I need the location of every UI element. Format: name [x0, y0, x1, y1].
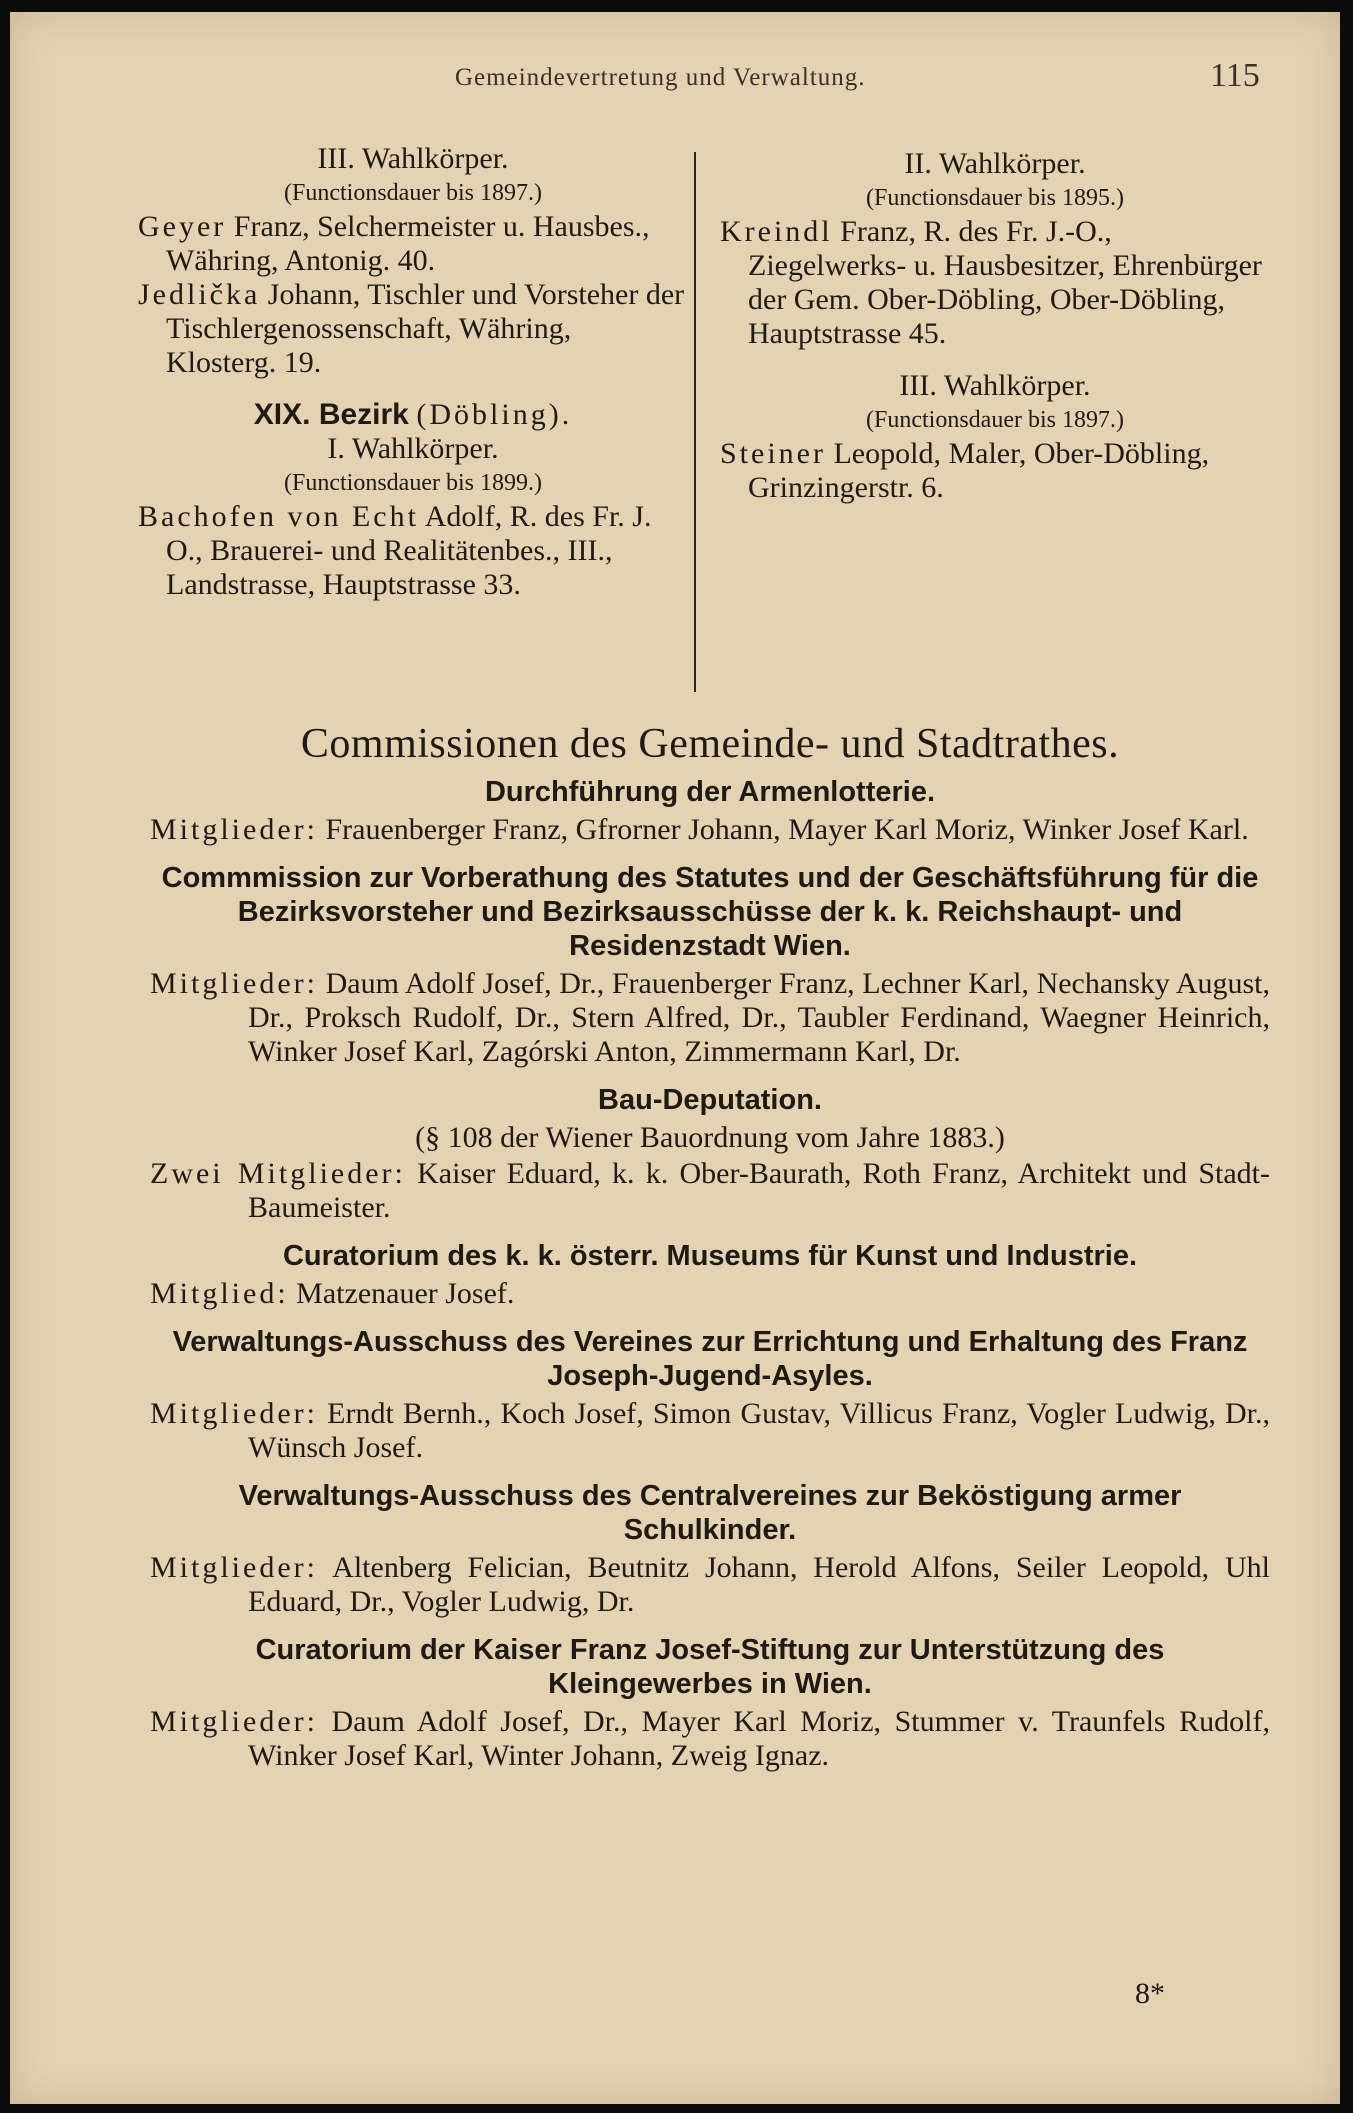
list-item	[138, 500, 688, 602]
running-title: Gemeindevertretung und Verwaltung.	[455, 64, 866, 91]
members-label: Mitglieder:	[150, 1551, 318, 1584]
members-paragraph	[150, 1397, 1270, 1465]
page-number: 115	[1210, 57, 1260, 94]
section-heading: Commmission zur Vorberathung des Statutes und der Geschäftsführung für die Bezirksvorsteher und Bezirksausschüsse der k. k. Reichshaupt- und Residenzstadt Wien.	[161, 862, 1259, 962]
left-duration-1: (Functionsdauer bis 1897.)	[284, 180, 542, 206]
section-heading: Verwaltungs-Ausschuss des Vereines zur Errichtung und Erhaltung des Franz Joseph-Jugend-Asyles.	[172, 1326, 1248, 1392]
members-paragraph	[150, 1157, 1270, 1225]
section-heading: Curatorium des k. k. österr. Museums für Kunst und Industrie.	[282, 1240, 1138, 1272]
entry-name: Bachofen von Echt	[138, 500, 419, 533]
district-title: XIX. Bezirk	[253, 398, 409, 431]
left-column	[138, 142, 688, 602]
list-item	[138, 210, 688, 278]
left-duration-2: (Functionsdauer bis 1899.)	[284, 470, 542, 496]
left-heading-1: III. Wahlkörper.	[317, 142, 509, 175]
section-heading: Durchführung der Armenlotterie.	[484, 776, 936, 808]
signature-mark: 8*	[1135, 1977, 1165, 2010]
left-heading-2: I. Wahlkörper.	[327, 432, 499, 465]
district-name: (Döbling).	[416, 398, 573, 431]
members-paragraph	[150, 813, 1270, 847]
section-subheading: (§ 108 der Wiener Bauordnung vom Jahre 1883.)	[415, 1121, 1005, 1154]
members-text: Daum Adolf Josef, Dr., Frauenberger Franz, Lechner Karl, Nechansky August, Dr., Proksch Rudolf, Dr., Stern Alfred, Dr., Taubler Ferdinand, Waegner Heinrich, Winker Josef Karl, Zagórski Anton, Zimmermann Karl, Dr.	[248, 967, 1270, 1068]
members-paragraph	[150, 1705, 1270, 1773]
members-paragraph	[150, 967, 1270, 1069]
book-page	[10, 12, 1340, 2104]
members-text: Daum Adolf Josef, Dr., Mayer Karl Moriz, Stummer v. Traunfels Rudolf, Winker Josef Karl, Winter Johann, Zweig Ignaz.	[248, 1705, 1270, 1772]
members-label: Mitglieder:	[150, 813, 318, 846]
district-heading	[138, 398, 688, 432]
right-duration-2: (Functionsdauer bis 1897.)	[866, 407, 1124, 433]
section-heading: Bau-Deputation.	[598, 1084, 822, 1116]
members-label: Mitglied:	[150, 1277, 289, 1310]
right-duration-1: (Functionsdauer bis 1895.)	[866, 185, 1124, 211]
entry-text: Leopold, Maler, Ober-Döbling, Grinzingerstr. 6.	[748, 437, 1210, 504]
section-heading: Verwaltungs-Ausschuss des Centralvereines zur Beköstigung armer Schulkinder.	[238, 1480, 1182, 1546]
members-text: Matzenauer Josef.	[288, 1277, 515, 1310]
commissions-section	[150, 721, 1270, 1773]
entry-text: Franz, Selchermeister u. Hausbes., Währing, Antonig. 40.	[166, 210, 650, 277]
members-text: Altenberg Felician, Beutnitz Johann, Herold Alfons, Seiler Leopold, Uhl Eduard, Dr., Vogler Ludwig, Dr.	[248, 1551, 1270, 1618]
members-text: Kaiser Eduard, k. k. Ober-Baurath, Roth Franz, Architekt und Stadt-Baumeister.	[248, 1157, 1270, 1224]
entry-name: Steiner	[720, 437, 826, 470]
entry-name: Kreindl	[720, 215, 833, 248]
members-text: Erndt Bernh., Koch Josef, Simon Gustav, Villicus Franz, Vogler Ludwig, Dr., Wünsch Josef.	[248, 1397, 1270, 1464]
entry-text: Adolf, R. des Fr. J. O., Brauerei- und Realitätenbes., III., Landstrasse, Hauptstrasse 33.	[166, 500, 652, 601]
list-item	[720, 437, 1270, 505]
section-heading: Curatorium der Kaiser Franz Josef-Stiftung zur Unterstützung des Kleingewerbes in Wien.	[255, 1634, 1165, 1700]
entry-text: Franz, R. des Fr. J.-O., Ziegelwerks- u. Hausbesitzer, Ehrenbürger der Gem. Ober-Döbling, Ober-Döbling, Hauptstrasse 45.	[748, 215, 1262, 350]
list-item	[720, 215, 1270, 351]
column-divider	[694, 152, 696, 692]
members-label: Zwei Mitglieder:	[150, 1157, 406, 1190]
members-label: Mitglieder:	[150, 1397, 318, 1430]
right-column	[720, 147, 1270, 505]
right-heading-2: III. Wahlkörper.	[899, 369, 1091, 402]
members-label: Mitglieder:	[150, 967, 318, 1000]
right-heading-1: II. Wahlkörper.	[904, 147, 1086, 180]
entry-name: Jedlička	[138, 278, 261, 311]
list-item	[138, 278, 688, 380]
members-text: Frauenberger Franz, Gfrorner Johann, Mayer Karl Moriz, Winker Josef Karl.	[317, 813, 1249, 846]
commissions-title: Commissionen des Gemeinde- und Stadtrathes.	[300, 721, 1120, 767]
entry-name: Geyer	[138, 210, 227, 243]
members-label: Mitglieder:	[150, 1705, 318, 1738]
members-paragraph	[150, 1277, 1270, 1311]
members-paragraph	[150, 1551, 1270, 1619]
entry-text: Johann, Tischler und Vorsteher der Tischlergenossenschaft, Währing, Klosterg. 19.	[166, 278, 685, 379]
